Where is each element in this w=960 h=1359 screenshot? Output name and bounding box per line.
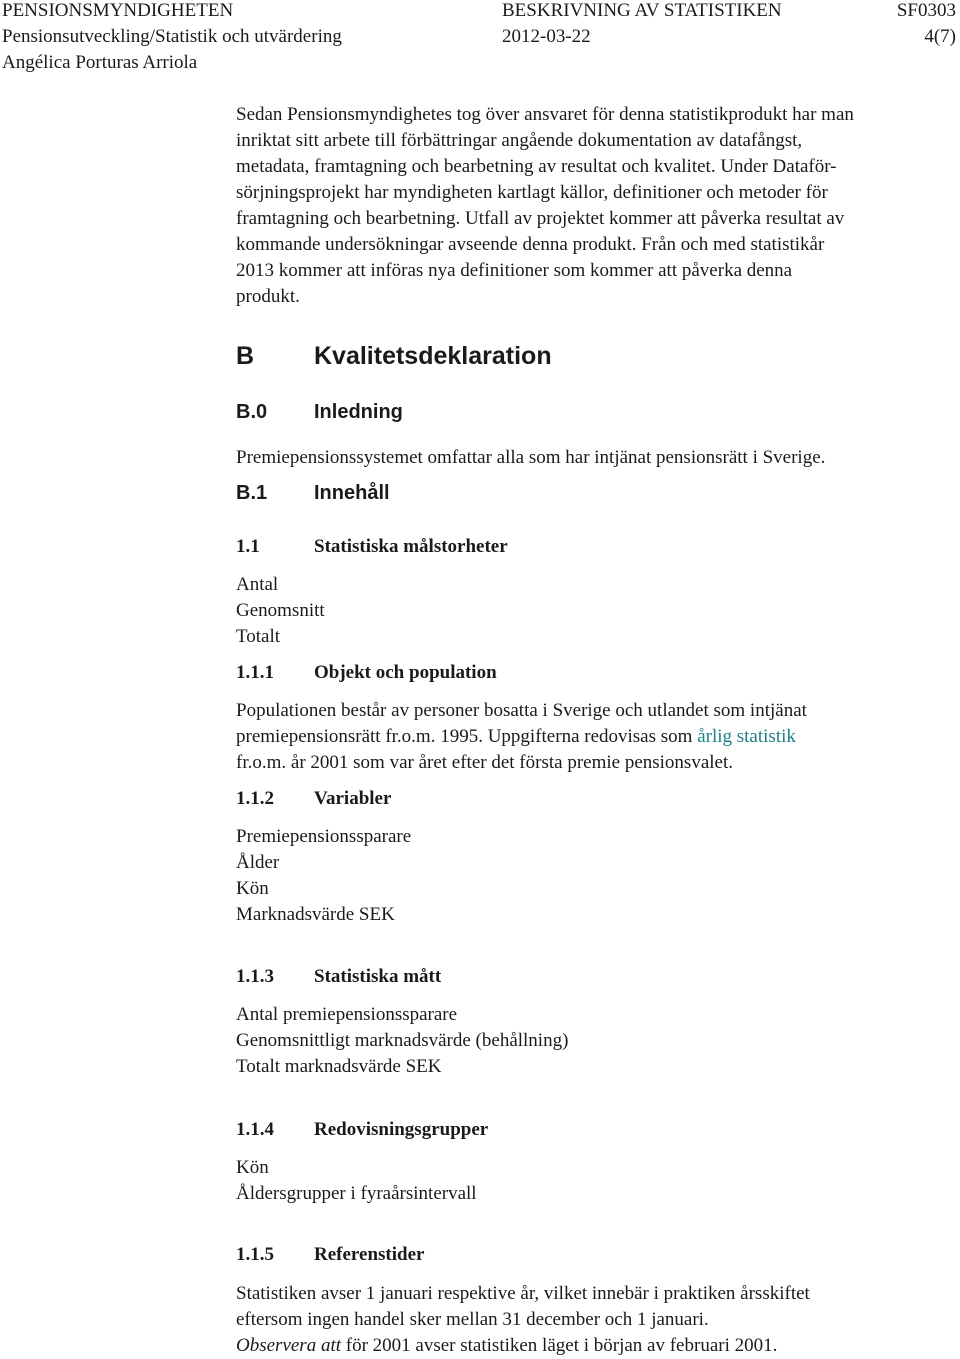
- list-item: Kön: [236, 878, 269, 899]
- section-b-title: Kvalitetsdeklaration: [314, 342, 552, 370]
- section-b1-title: Innehåll: [314, 482, 390, 504]
- intro-line: framtagning och bearbetning. Utfall av projektet kommer att påverka resultat av: [236, 208, 845, 229]
- section-1-1-number: 1.1: [236, 536, 260, 557]
- header-doc-type: BESKRIVNING AV STATISTIKEN: [502, 0, 782, 21]
- section-b0-text: Premiepensionssystemet omfattar alla som har intjänat pensionsrätt i Sverige.: [236, 447, 826, 468]
- section-1-1-3-title: Statistiska mått: [314, 966, 442, 987]
- intro-line: metadata, framtagning och bearbetning av resultat och kvalitet. Under Dataför-: [236, 156, 837, 177]
- list-item: Genomsnitt: [236, 600, 325, 621]
- header-org: PENSIONSMYNDIGHETEN: [2, 0, 234, 21]
- list-item: Marknadsvärde SEK: [236, 904, 395, 925]
- annual-statistics-link[interactable]: årlig statistik: [697, 726, 796, 747]
- list-item: Ålder: [236, 852, 280, 873]
- section-1-1-5-number: 1.1.5: [236, 1244, 274, 1265]
- population-line-1: Populationen består av personer bosatta i Sverige och utlandet som intjänat: [236, 700, 807, 721]
- observation-note: Observera att: [236, 1335, 342, 1356]
- section-b-number: B: [236, 342, 255, 370]
- list-item: Kön: [236, 1157, 269, 1178]
- list-item: Genomsnittligt marknadsvärde (behållning): [236, 1030, 569, 1051]
- header-author: Angélica Porturas Arriola: [2, 52, 198, 73]
- reference-line-1: Statistiken avser 1 januari respektive år, vilket innebär i praktiken årsskiftet: [236, 1283, 810, 1304]
- section-b0-number: B.0: [236, 401, 268, 423]
- section-1-1-title: Statistiska målstorheter: [314, 536, 508, 557]
- reference-line-3-text: för 2001 avser statistiken läget i början av februari 2001.: [341, 1335, 778, 1356]
- header-code: SF0303: [896, 0, 956, 21]
- list-item: Åldersgrupper i fyraårsintervall: [236, 1183, 477, 1204]
- intro-line: sörjningsprojekt har myndigheten kartlagt källor, definitioner och metoder för: [236, 182, 828, 203]
- population-line-2-text: premiepensionsrätt fr.o.m. 1995. Uppgifterna redovisas som: [236, 726, 698, 747]
- header-department: Pensionsutveckling/Statistik och utvärdering: [2, 26, 342, 47]
- list-item: Totalt marknadsvärde SEK: [236, 1056, 442, 1077]
- section-1-1-1-title: Objekt och population: [314, 662, 497, 683]
- reference-line-3: [236, 1333, 777, 1359]
- intro-line: inriktat sitt arbete till förbättringar angående dokumentation av datafångst,: [236, 130, 803, 151]
- intro-paragraph: [236, 102, 960, 310]
- section-1-1-5-title: Referenstider: [314, 1244, 425, 1265]
- reference-line-2: eftersom ingen handel sker mellan 31 december och 1 januari.: [236, 1309, 709, 1330]
- intro-line: produkt.: [236, 286, 300, 307]
- section-1-1-3-number: 1.1.3: [236, 966, 274, 987]
- list-item: Antal: [236, 574, 279, 595]
- population-line-3: fr.o.m. år 2001 som var året efter det första premie pensionsvalet.: [236, 752, 733, 773]
- header-date: 2012-03-22: [502, 26, 591, 47]
- section-1-1-4-number: 1.1.4: [236, 1119, 274, 1140]
- intro-line: Sedan Pensionsmyndighetes tog över ansvaret för denna statistikprodukt har man: [236, 104, 854, 125]
- list-item: Totalt: [236, 626, 281, 647]
- intro-line: 2013 kommer att införas nya definitioner som kommer att påverka denna: [236, 260, 793, 281]
- section-1-1-1-number: 1.1.1: [236, 662, 274, 683]
- section-b0-title: Inledning: [314, 401, 403, 423]
- header-page-number: 4(7): [924, 26, 956, 47]
- list-item: Antal premiepensionssparare: [236, 1004, 458, 1025]
- section-1-1-2-number: 1.1.2: [236, 788, 274, 809]
- population-line-2: [236, 724, 796, 750]
- section-b1-number: B.1: [236, 482, 268, 504]
- section-1-1-2-title: Variabler: [314, 788, 392, 809]
- intro-line: kommande undersökningar avseende denna produkt. Från och med statistikår: [236, 234, 825, 255]
- list-item: Premiepensionssparare: [236, 826, 412, 847]
- section-1-1-4-title: Redovisningsgrupper: [314, 1119, 489, 1140]
